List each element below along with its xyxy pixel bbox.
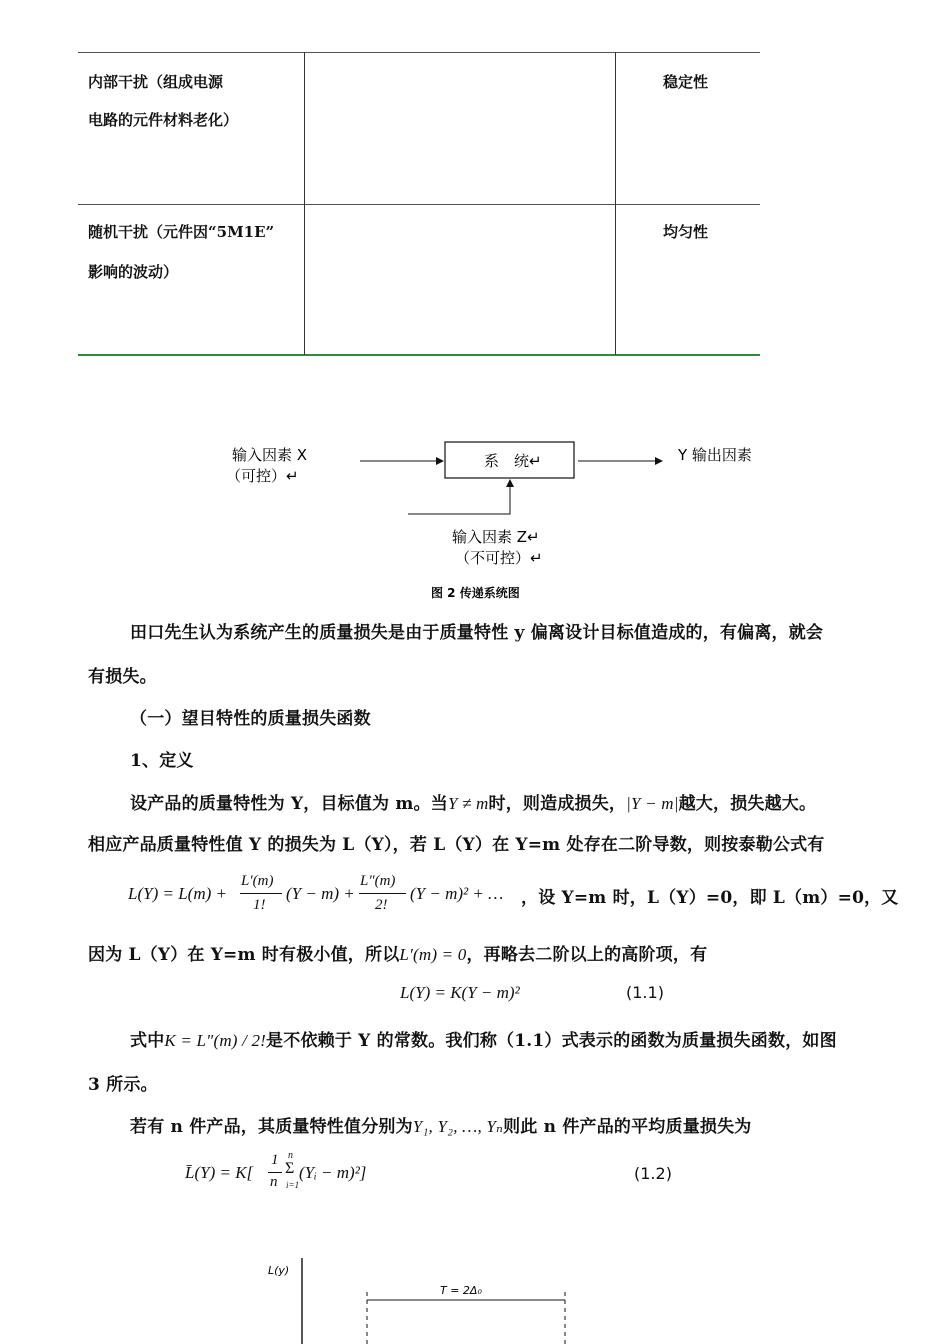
p6-math: K = L″(m) / 2! [164,1031,267,1050]
row2-col3: 均匀性 [663,223,709,241]
section-heading: （一）望目特性的质量损失函数 [130,709,371,729]
p6-text-b: 是不依赖于 Y 的常数。我们称（1.1）式表示的函数为质量损失函数，如图 [266,1031,837,1051]
p7-math: Y₁, Y₂, …, Yₙ [412,1117,504,1136]
equation-1-2 [185,1152,725,1202]
figure-2-caption: 图 2 传递系统图 [431,586,520,600]
input-x-label: 输入因素 X [232,446,308,464]
paragraph-6-line-2: 3 所示。 [88,1075,158,1095]
system-label: 系 统↵ [484,452,542,470]
eq2-frac-num: 1 [271,1152,279,1168]
equation-1-2-number: (1.2) [634,1164,672,1183]
taylor-mid: (Y − m) + [286,884,355,903]
table-col-divider-2 [615,52,616,355]
eq2-frac-bar [268,1172,282,1173]
table-top-border [78,52,760,53]
p5-text-a: 因为 L（Y）在 Y=m 时有极小值，所以 [88,945,400,965]
p5-text-b: ，再略去二阶以上的高阶项，有 [466,945,708,965]
transfer-system-diagram [0,430,950,605]
row2-col1-line2: 影响的波动） [88,263,179,281]
eq2-sum-symbol: Σ [285,1160,295,1177]
paragraph-6 [130,1026,837,1051]
taylor-tail: (Y − m)² + … [410,884,504,903]
table-row-divider [78,204,760,205]
row2-col1-line1: 随机干扰（元件因“5M1E” [88,223,275,241]
loss-function-figure [0,1250,950,1344]
row1-col3: 稳定性 [663,73,709,91]
input-z-sublabel: （不可控）↵ [455,549,543,567]
eq2-sum-top: n [288,1150,293,1161]
paragraph-2 [130,789,816,814]
tolerance-label: T = 2Δ₀ [440,1284,482,1297]
taylor-lhs: L(Y) = L(m) + [128,884,227,903]
paragraph-1-line-1: 田口先生认为系统产生的质量损失是由于质量特性 y 偏离设计目标值造成的，有偏离，就会 [130,623,824,643]
table-bottom-border [78,354,760,356]
eq2-lhs: L̄(Y) = K[ [185,1163,254,1182]
eq2-sum-bottom: i=1 [286,1180,300,1190]
paragraph-3: 相应产品质量特性值 Y 的损失为 L（Y），若 L（Y）在 Y=m 处存在二阶导数，则按泰勒公式有 [88,835,825,855]
paragraph-5 [88,940,707,965]
taylor-frac1-num: L′(m) [241,873,274,889]
input-z-arrow [408,480,510,514]
row1-col1-line2: 电路的元件材料老化） [88,111,239,129]
taylor-frac1-bar [240,893,282,894]
subsection-definition: 1、定义 [130,751,194,771]
p5-math: L′(m) = 0 [399,945,467,964]
p7-text-a: 若有 n 件产品，其质量特性值分别为 [130,1117,413,1137]
eq2-tail: (Yᵢ − m)²] [299,1163,367,1182]
interference-table [78,52,760,356]
taylor-rest-text: ，设 Y=m 时，L（Y）=0，即 L（m）=0，又 [521,888,899,908]
figure3-y-label: L(y) [268,1264,290,1277]
equation-1-1-number: (1.1) [626,983,664,1002]
input-x-sublabel: （可控）↵ [226,467,299,485]
p2-text-c: 越大，损失越大。 [678,794,817,814]
taylor-frac2-num: L″(m) [360,873,396,889]
input-z-label: 输入因素 Z↵ [452,528,540,546]
taylor-frac2-bar [359,893,406,894]
eq2-frac-den: n [270,1174,278,1190]
taylor-formula-line [128,870,918,920]
p2-text-b: 时，则造成损失， [488,794,627,814]
p2-text-a: 设产品的质量特性为 Y，目标值为 m。当 [130,794,448,814]
taylor-frac2-den: 2! [375,897,388,913]
row1-col1-line1: 内部干扰（组成电源 [88,73,224,91]
equation-1-1: L(Y) = K(Y − m)² [400,983,520,1002]
output-label: Y 输出因素 [678,446,752,464]
p2-math-neq: Y ≠ m [447,794,489,813]
p6-text-a: 式中 [130,1031,165,1051]
taylor-frac1-den: 1! [253,897,266,913]
paragraph-7 [130,1112,752,1137]
table-col-divider-1 [304,52,305,355]
p2-math-abs: |Y − m| [626,794,679,813]
paragraph-1-line-2: 有损失。 [88,667,157,687]
p7-text-b: 则此 n 件产品的平均质量损失为 [503,1117,752,1137]
